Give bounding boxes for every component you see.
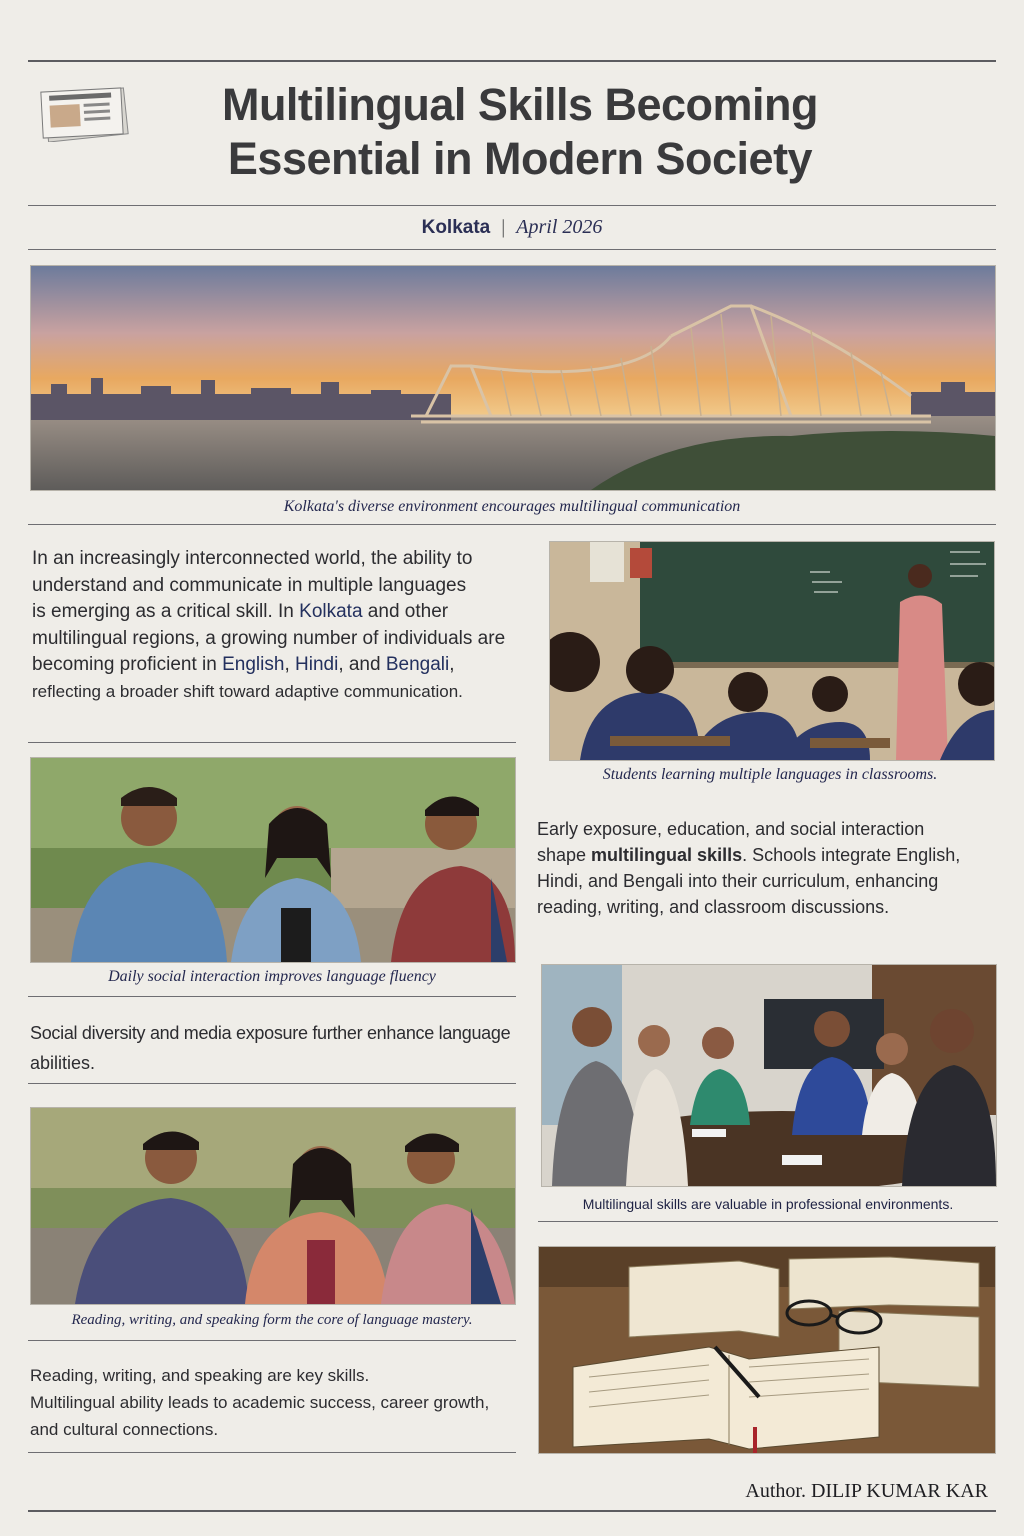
office-meeting-photo	[541, 964, 997, 1187]
diversity-line-2: abilities.	[30, 1053, 96, 1073]
intro-line-1: In an increasingly interconnected world, the ability to	[32, 548, 473, 569]
intro-text: and other	[362, 601, 449, 622]
social-caption: Daily social interaction improves language fluency	[108, 968, 436, 985]
intro-highlight-english: English	[222, 654, 285, 675]
students-rule	[28, 1340, 516, 1341]
intro-line-5	[32, 652, 532, 679]
intro-line-2: understand and communicate in multiple languages	[32, 574, 467, 596]
newspaper-icon	[40, 84, 130, 142]
intro-line-6: reflecting a broader shift toward adaptive communication.	[32, 681, 463, 701]
diversity-line-1: Social diversity and media exposure further enhance language	[30, 1023, 511, 1043]
early-line-4: reading, writing, and classroom discussions.	[537, 897, 890, 917]
intro-line-4: multilingual regions, a growing number of individuals are	[32, 627, 506, 649]
early-line-1: Early exposure, education, and social interaction	[537, 819, 925, 839]
diversity-rule	[28, 1083, 516, 1084]
dateline-separator: |	[501, 216, 506, 238]
intro-highlight-hindi: Hindi	[295, 654, 339, 675]
intro-text: ,	[284, 654, 295, 675]
summary-line-3: and cultural connections.	[30, 1420, 219, 1439]
early-line-2	[537, 842, 997, 868]
dateline-rule	[28, 249, 996, 250]
books-photo	[538, 1246, 996, 1454]
diversity-paragraph	[30, 1018, 530, 1078]
summary-rule	[28, 1452, 516, 1453]
intro-text: becoming proficient in	[32, 654, 223, 675]
intro-text: , and	[338, 654, 386, 675]
hero-photo-bridge	[30, 265, 996, 491]
intro-rule	[28, 742, 516, 743]
intro-highlight-kolkata: Kolkata	[299, 601, 363, 622]
classroom-photo	[549, 541, 995, 761]
early-text: . Schools integrate English,	[742, 845, 961, 865]
bottom-rule	[28, 1510, 996, 1512]
dateline	[0, 216, 1024, 239]
headline-line-1: Multilingual Skills Becoming	[221, 79, 819, 130]
early-line-3: Hindi, and Bengali into their curriculum, enhancing	[537, 871, 939, 891]
top-rule	[28, 60, 996, 62]
intro-line-3	[32, 599, 532, 626]
hero-caption: Kolkata's diverse environment encourages multilingual communication	[283, 498, 741, 515]
early-exposure-paragraph	[537, 816, 997, 920]
summary-paragraph	[30, 1362, 530, 1443]
early-text: shape	[537, 845, 592, 865]
students-caption: Reading, writing, and speaking form the core of language mastery.	[71, 1312, 473, 1328]
intro-highlight-bengali: Bengali	[385, 654, 450, 675]
headline	[120, 78, 920, 186]
office-rule	[538, 1221, 998, 1222]
office-caption: Multilingual skills are valuable in professional environments.	[582, 1196, 954, 1212]
social-rule	[28, 996, 516, 997]
headline-line-2: Essential in Modern Society	[227, 133, 813, 184]
intro-text: is emerging as a critical skill. In	[32, 601, 300, 622]
hero-rule	[28, 524, 996, 525]
dateline-city: Kolkata	[421, 217, 491, 238]
students-photo	[30, 1107, 516, 1305]
classroom-caption: Students learning multiple languages in classrooms.	[602, 766, 938, 783]
summary-line-1: Reading, writing, and speaking are key skills.	[30, 1366, 370, 1385]
author-byline: Author. DILIP KUMAR KAR	[745, 1480, 988, 1502]
social-photo	[30, 757, 516, 963]
summary-line-2: Multilingual ability leads to academic success, career growth,	[30, 1393, 490, 1412]
dateline-date: April 2026	[516, 216, 603, 238]
early-bold-multilingual-skills: multilingual skills	[591, 845, 743, 865]
intro-paragraph	[32, 546, 532, 705]
title-rule	[28, 205, 996, 206]
intro-text: ,	[449, 654, 455, 675]
